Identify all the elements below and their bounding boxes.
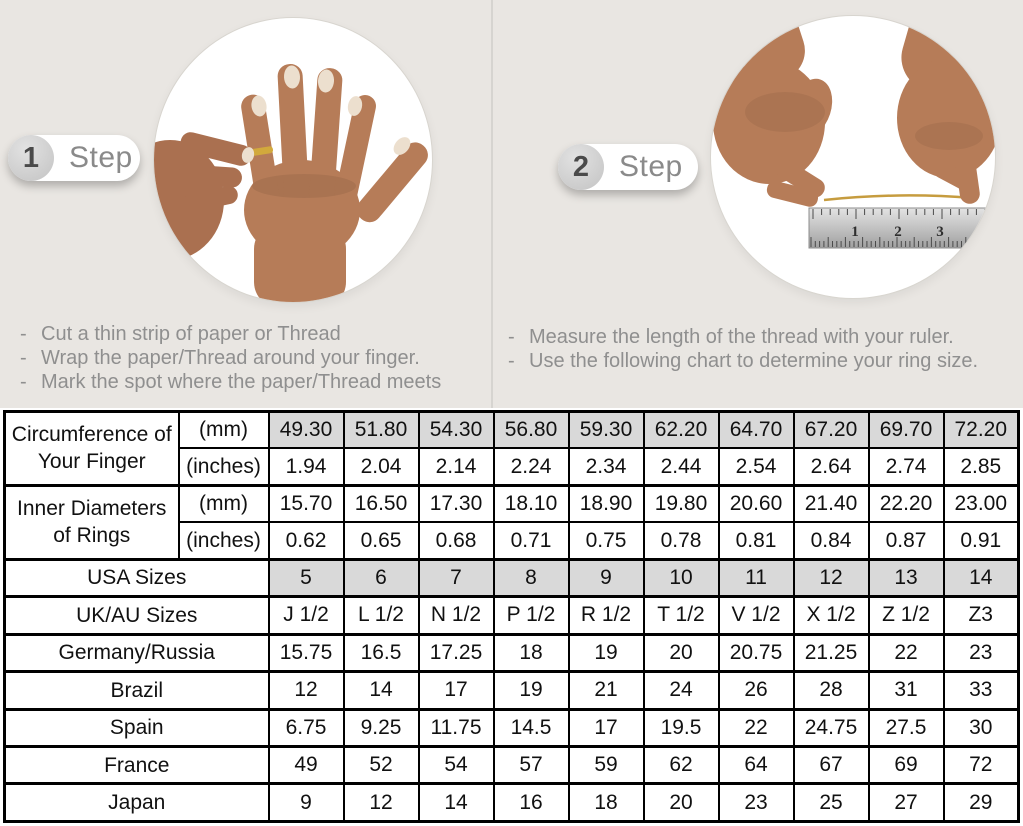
table-cell: 15.75 (269, 634, 344, 671)
table-cell: 23 (944, 634, 1019, 671)
ruler-number: 3 (936, 224, 944, 240)
table-cell: 2.64 (794, 448, 869, 485)
table-row (5, 747, 1019, 784)
table-cell: 52 (344, 747, 419, 784)
instruction-text: Use the following chart to determine your ring size. (529, 350, 979, 372)
row-label: UK/AU Sizes (5, 597, 269, 634)
table-row (5, 412, 1019, 449)
table-cell: 19.80 (644, 485, 719, 522)
table-row (5, 559, 1019, 596)
table-cell: 57 (494, 747, 569, 784)
thread (824, 195, 973, 200)
table-cell: 18.10 (494, 485, 569, 522)
table-cell: 12 (269, 672, 344, 709)
instruction-text: Measure the length of the thread with your ruler. (529, 326, 954, 348)
table-cell: 0.91 (944, 522, 1019, 559)
table-row (5, 485, 1019, 522)
table-cell: 9 (569, 559, 644, 596)
table-cell: 0.75 (569, 522, 644, 559)
table-cell: R 1/2 (569, 597, 644, 634)
bullet-dash: - (20, 347, 27, 369)
table-cell: 22 (869, 634, 944, 671)
table-cell: 49.30 (269, 412, 344, 449)
row-group-label: Inner Diameters of Rings (5, 485, 179, 559)
table-cell: 14 (944, 559, 1019, 596)
table-cell: Z3 (944, 597, 1019, 634)
table-cell: 14 (419, 784, 494, 822)
table-cell: 9.25 (344, 709, 419, 746)
ruler-number: 2 (894, 224, 902, 240)
table-cell: 54.30 (419, 412, 494, 449)
row-label: Japan (5, 784, 269, 822)
table-cell: 18 (494, 634, 569, 671)
table-cell: 2.44 (644, 448, 719, 485)
row-label: Brazil (5, 672, 269, 709)
table-cell: 21 (569, 672, 644, 709)
table-cell: 30 (944, 709, 1019, 746)
size-chart-section (0, 408, 1023, 826)
hand-with-ring-illustration (154, 18, 432, 302)
instruction-text: Mark the spot where the paper/Thread meets (41, 371, 442, 393)
table-cell: 31 (869, 672, 944, 709)
step-2-number: 2 (558, 144, 604, 190)
bullet-dash: - (20, 371, 27, 393)
table-cell: 59 (569, 747, 644, 784)
table-row (5, 634, 1019, 671)
table-cell: 16 (494, 784, 569, 822)
table-cell: 6 (344, 559, 419, 596)
ruler-number: 1 (851, 224, 859, 240)
table-cell: 72 (944, 747, 1019, 784)
table-cell: 14.5 (494, 709, 569, 746)
main-hand (239, 63, 432, 302)
table-cell: 2.24 (494, 448, 569, 485)
table-cell: 49 (269, 747, 344, 784)
table-cell: 14 (344, 672, 419, 709)
table-cell: 0.62 (269, 522, 344, 559)
table-cell: 9 (269, 784, 344, 822)
table-cell: 2.54 (719, 448, 794, 485)
unit-label: (inches) (179, 522, 269, 559)
left-hand (711, 16, 839, 208)
touching-hand (154, 130, 256, 260)
table-cell: 64.70 (719, 412, 794, 449)
row-group-label: Circumference of Your Finger (5, 412, 179, 486)
table-row (5, 709, 1019, 746)
unit-label: (mm) (179, 412, 269, 449)
instruction-text: Wrap the paper/Thread around your finger. (41, 347, 420, 369)
table-cell: 20.75 (719, 634, 794, 671)
table-cell: 19 (569, 634, 644, 671)
table-cell: 0.65 (344, 522, 419, 559)
table-cell: 20 (644, 784, 719, 822)
table-cell: 5 (269, 559, 344, 596)
table-cell: 0.87 (869, 522, 944, 559)
row-label: Spain (5, 709, 269, 746)
table-cell: V 1/2 (719, 597, 794, 634)
step-1-photo (153, 17, 433, 303)
table-cell: 23.00 (944, 485, 1019, 522)
table-cell: 16.50 (344, 485, 419, 522)
row-label: France (5, 747, 269, 784)
section-divider (491, 0, 493, 408)
table-cell: 27 (869, 784, 944, 822)
table-cell: 0.81 (719, 522, 794, 559)
table-cell: 67 (794, 747, 869, 784)
table-cell: 62 (644, 747, 719, 784)
table-cell: Z 1/2 (869, 597, 944, 634)
bullet-dash: - (20, 323, 27, 345)
instruction-bullet (20, 370, 485, 394)
table-cell: 26 (719, 672, 794, 709)
table-cell: 17.30 (419, 485, 494, 522)
unit-label: (inches) (179, 448, 269, 485)
instruction-bullet (20, 322, 485, 346)
table-cell: 2.14 (419, 448, 494, 485)
instruction-bullet (20, 346, 485, 370)
table-cell: 62.20 (644, 412, 719, 449)
table-cell: 20.60 (719, 485, 794, 522)
table-cell: 28 (794, 672, 869, 709)
bullet-dash: - (508, 326, 515, 348)
table-cell: 24 (644, 672, 719, 709)
table-row (5, 784, 1019, 822)
table-cell: 0.78 (644, 522, 719, 559)
table-cell: 33 (944, 672, 1019, 709)
table-cell: 2.04 (344, 448, 419, 485)
step-1-label: Step (69, 141, 133, 174)
table-cell: 15.70 (269, 485, 344, 522)
table-cell: 67.20 (794, 412, 869, 449)
step-2-badge (558, 144, 698, 190)
right-hand (893, 16, 995, 205)
table-cell: 0.71 (494, 522, 569, 559)
table-cell: X 1/2 (794, 597, 869, 634)
table-cell: 12 (344, 784, 419, 822)
table-cell: 23 (719, 784, 794, 822)
table-cell: 10 (644, 559, 719, 596)
table-row (5, 672, 1019, 709)
table-cell: N 1/2 (419, 597, 494, 634)
step-2-photo (710, 15, 996, 299)
table-row (5, 597, 1019, 634)
table-cell: 59.30 (569, 412, 644, 449)
table-cell: 6.75 (269, 709, 344, 746)
ring-size-table (3, 410, 1020, 823)
table-cell: 11.75 (419, 709, 494, 746)
table-cell: 19.5 (644, 709, 719, 746)
table-cell: 25 (794, 784, 869, 822)
table-cell: 69.70 (869, 412, 944, 449)
table-cell: 13 (869, 559, 944, 596)
table-cell: T 1/2 (644, 597, 719, 634)
table-cell: 19 (494, 672, 569, 709)
table-cell: J 1/2 (269, 597, 344, 634)
table-cell: 20 (644, 634, 719, 671)
table-cell: 29 (944, 784, 1019, 822)
instructions-section (0, 0, 1023, 408)
table-cell: 2.34 (569, 448, 644, 485)
measuring-thread-illustration (711, 16, 995, 298)
table-cell: 22.20 (869, 485, 944, 522)
table-cell: 2.74 (869, 448, 944, 485)
instruction-bullet (508, 349, 1018, 373)
table-cell: 51.80 (344, 412, 419, 449)
step-1-instructions (20, 322, 485, 394)
table-cell: 17 (569, 709, 644, 746)
unit-label: (mm) (179, 485, 269, 522)
table-cell: 21.40 (794, 485, 869, 522)
table-cell: 18 (569, 784, 644, 822)
row-label: Germany/Russia (5, 634, 269, 671)
table-cell: 7 (419, 559, 494, 596)
table-cell: 18.90 (569, 485, 644, 522)
table-cell: 17 (419, 672, 494, 709)
step-1-number: 1 (8, 135, 54, 181)
table-cell: L 1/2 (344, 597, 419, 634)
table-cell: 8 (494, 559, 569, 596)
ruler (809, 208, 995, 248)
step-2-label: Step (619, 150, 683, 183)
table-cell: 69 (869, 747, 944, 784)
table-cell: 56.80 (494, 412, 569, 449)
table-cell: 11 (719, 559, 794, 596)
bullet-dash: - (508, 350, 515, 372)
step-1-badge (8, 135, 140, 181)
instruction-bullet (508, 325, 1018, 349)
table-cell: 24.75 (794, 709, 869, 746)
table-cell: 22 (719, 709, 794, 746)
table-cell: 16.5 (344, 634, 419, 671)
table-cell: 12 (794, 559, 869, 596)
table-cell: 17.25 (419, 634, 494, 671)
row-label: USA Sizes (5, 559, 269, 596)
table-cell: 0.84 (794, 522, 869, 559)
table-cell: 72.20 (944, 412, 1019, 449)
table-cell: 27.5 (869, 709, 944, 746)
table-cell: 21.25 (794, 634, 869, 671)
table-cell: 64 (719, 747, 794, 784)
table-cell: 54 (419, 747, 494, 784)
table-cell: P 1/2 (494, 597, 569, 634)
table-cell: 0.68 (419, 522, 494, 559)
step-2-instructions (508, 325, 1018, 373)
table-cell: 1.94 (269, 448, 344, 485)
table-cell: 2.85 (944, 448, 1019, 485)
instruction-text: Cut a thin strip of paper or Thread (41, 323, 341, 345)
